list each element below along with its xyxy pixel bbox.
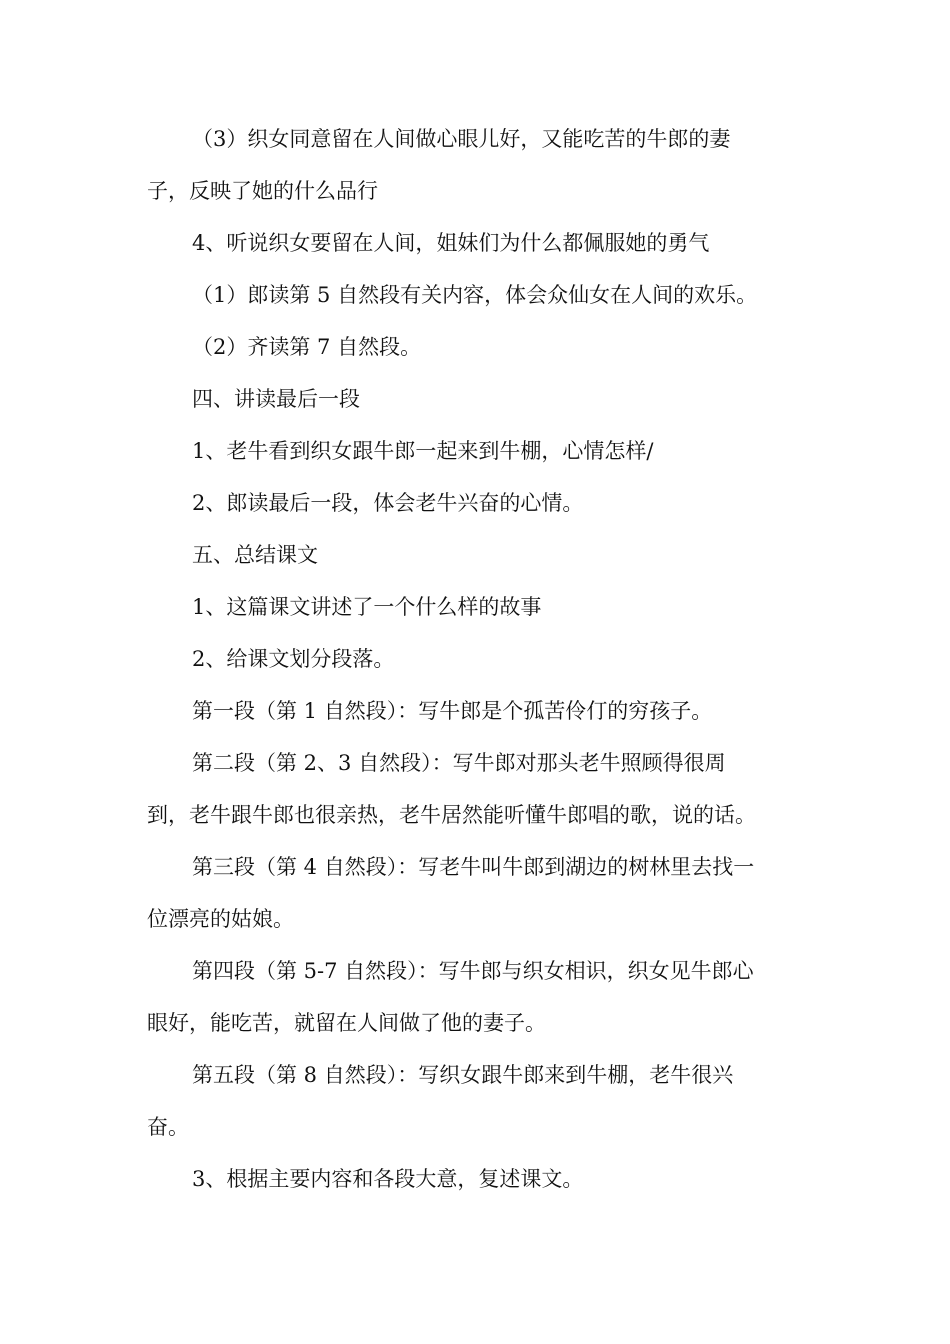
section-heading-4 xyxy=(147,373,797,425)
text-line: （2）齐读第 7 自然段。 xyxy=(192,335,422,359)
paragraph-summary-1 xyxy=(147,581,797,633)
paragraph-section-four xyxy=(147,945,797,1049)
document-body xyxy=(147,113,797,1205)
text-line: 3、根据主要内容和各段大意，复述课文。 xyxy=(192,1167,584,1191)
paragraph-zhinu-quality xyxy=(147,113,797,217)
text-line: 第一段（第 1 自然段）：写牛郎是个孤苦伶仃的穷孩子。 xyxy=(192,699,713,723)
paragraph-sub-2 xyxy=(147,321,797,373)
section-heading-5 xyxy=(147,529,797,581)
text-line: 2、郎读最后一段，体会老牛兴奋的心情。 xyxy=(192,491,584,515)
text-line: 子，反映了她的什么品行 xyxy=(147,179,378,203)
text-line: （3）织女同意留在人间做心眼儿好，又能吃苦的牛郎的妻 xyxy=(192,127,731,151)
text-line: 1、这篇课文讲述了一个什么样的故事 xyxy=(192,595,542,619)
paragraph-section-two xyxy=(147,737,797,841)
paragraph-sub-1 xyxy=(147,269,797,321)
text-line: 奋。 xyxy=(147,1115,189,1139)
text-line: 第二段（第 2、3 自然段）：写牛郎对那头老牛照顾得很周 xyxy=(192,751,726,775)
paragraph-section-one xyxy=(147,685,797,737)
text-line: 五、总结课文 xyxy=(192,543,318,567)
text-line: 1、老牛看到织女跟牛郎一起来到牛棚，心情怎样/ xyxy=(192,439,654,463)
text-line: 2、给课文划分段落。 xyxy=(192,647,395,671)
paragraph-summary-3 xyxy=(147,1153,797,1205)
paragraph-item-1 xyxy=(147,425,797,477)
text-line: 到，老牛跟牛郎也很亲热，老牛居然能听懂牛郎唱的歌，说的话。 xyxy=(147,803,756,827)
text-line: 4、听说织女要留在人间，姐妹们为什么都佩服她的勇气 xyxy=(192,231,710,255)
paragraph-section-three xyxy=(147,841,797,945)
paragraph-summary-2 xyxy=(147,633,797,685)
text-line: 第五段（第 8 自然段）：写织女跟牛郎来到牛棚，老牛很兴 xyxy=(192,1063,734,1087)
text-line: 眼好，能吃苦，就留在人间做了他的妻子。 xyxy=(147,1011,546,1035)
text-line: 位漂亮的姑娘。 xyxy=(147,907,294,931)
paragraph-section-five xyxy=(147,1049,797,1153)
paragraph-question-4 xyxy=(147,217,797,269)
paragraph-item-2 xyxy=(147,477,797,529)
text-line: （1）郎读第 5 自然段有关内容，体会众仙女在人间的欢乐。 xyxy=(192,283,758,307)
text-line: 四、讲读最后一段 xyxy=(192,387,360,411)
text-line: 第四段（第 5-7 自然段）：写牛郎与织女相识，织女见牛郎心 xyxy=(192,959,754,983)
text-line: 第三段（第 4 自然段）：写老牛叫牛郎到湖边的树林里去找一 xyxy=(192,855,755,879)
